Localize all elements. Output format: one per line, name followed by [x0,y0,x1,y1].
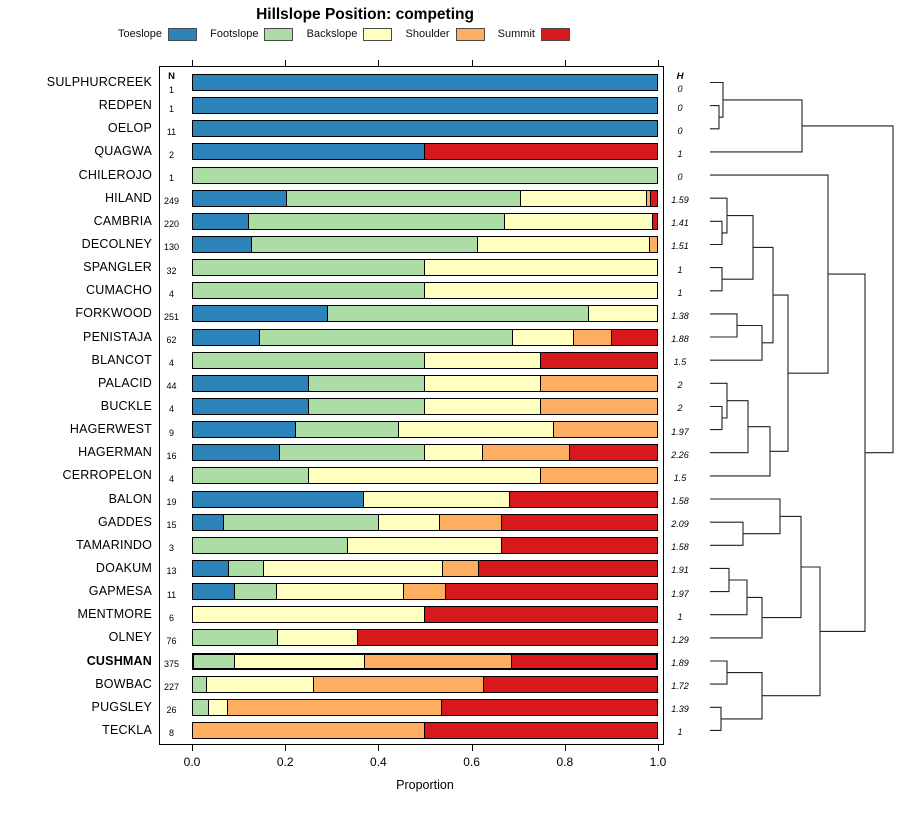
n-value: 13 [166,566,177,577]
n-value: 32 [166,265,177,276]
row-label: MENTMORE [77,607,152,622]
row-label: PALACID [98,375,152,390]
n-value: 1 [168,84,174,95]
h-value: 1 [677,287,683,298]
row-label: SULPHURCREEK [46,75,152,89]
h-value: 1 [677,148,683,159]
h-value: 2 [677,403,683,414]
row-label: PENISTAJA [83,329,152,344]
h-value: 1.72 [671,681,689,692]
x-axis-tick [378,745,379,751]
h-value: 0 [677,83,683,94]
x-axis-tick-top [658,60,659,66]
row-label: CERROPELON [62,468,152,483]
x-axis-tick-label: 0.0 [183,755,201,769]
n-value: 9 [168,427,174,438]
n-value: 19 [166,497,177,508]
h-value: 0 [677,172,683,183]
n-value: 11 [166,589,177,600]
h-value: 1.41 [671,218,689,229]
n-value: 16 [166,450,177,461]
h-value: 1.39 [671,704,689,715]
h-value: 2 [677,380,683,391]
n-value: 11 [166,126,177,137]
h-value: 1.91 [671,565,689,576]
n-value: 4 [168,404,174,415]
legend-label: Summit [497,28,535,40]
x-axis-tick-top [565,60,566,66]
h-value: 1.58 [671,542,689,553]
x-axis-tick [192,745,193,751]
row-label: GAPMESA [88,584,152,599]
x-axis-tick-label: 0.4 [370,755,387,769]
row-label: TAMARINDO [76,537,152,552]
row-label: SPANGLER [83,260,152,275]
h-value: 1.51 [671,241,689,252]
row-label: HAGERMAN [78,445,152,460]
n-value: 44 [166,381,177,392]
row-label: BOWBAC [95,676,152,691]
row-label: PUGSLEY [91,699,152,714]
n-value: 6 [168,612,174,623]
x-axis-tick-top [472,60,473,66]
h-value: 1.97 [671,426,689,437]
legend-label: Backslope [306,28,358,40]
row-label: DECOLNEY [81,236,152,251]
x-axis-tick-label: 1.0 [649,755,667,769]
h-value: 0 [677,125,683,136]
h-value: 1 [677,611,683,622]
legend-label: Footslope [210,28,259,40]
n-value: 4 [168,288,174,299]
row-label: BALON [108,491,152,506]
row-label: FORKWOOD [75,306,152,321]
h-value: 1.29 [671,634,689,645]
row-label: OLNEY [108,630,152,645]
x-axis-title: Proportion [396,778,454,792]
x-axis-tick-top [285,60,286,66]
n-value: 4 [168,473,174,484]
row-label: GADDES [98,514,152,529]
row-label: TECKLA [102,722,152,737]
x-axis-tick [285,745,286,751]
h-value: 1.59 [671,195,689,206]
n-value: 62 [166,335,177,346]
n-column-header: N [168,71,175,82]
n-value: 220 [163,219,180,230]
x-axis-tick-label: 0.2 [276,755,294,769]
n-value: 227 [163,682,180,693]
h-column-header: H [676,71,684,82]
n-value: 2 [168,149,174,160]
row-label: QUAGWA [94,144,152,159]
chart-title: Hillslope Position: competing [256,6,474,23]
h-value: 1.58 [671,496,689,507]
h-value: 1.97 [671,588,689,599]
n-value: 15 [166,520,177,531]
row-label: BLANCOT [91,352,152,367]
x-axis-tick [565,745,566,751]
n-value: 4 [168,358,174,369]
row-label: CHILEROJO [78,167,152,182]
legend-label: Toeslope [118,28,163,40]
row-label: CUMACHO [86,283,152,298]
h-value: 1.88 [671,334,689,345]
n-value: 8 [168,728,174,739]
h-value: 1 [677,264,683,275]
row-label: DOAKUM [95,560,152,575]
row-label: HAGERWEST [69,422,152,437]
n-value: 249 [163,196,180,207]
row-label: CAMBRIA [93,213,152,228]
row-label: CUSHMAN [86,653,152,668]
n-value: 375 [163,659,180,669]
n-value: 1 [168,173,174,184]
h-value: 1 [677,727,683,738]
legend-label: Shoulder [405,28,450,40]
n-value: 76 [166,635,177,646]
n-value: 1 [168,103,174,114]
h-value: 1.5 [673,357,687,368]
h-value: 0 [677,102,683,113]
h-value: 1.5 [673,472,687,483]
row-label: OELOP [107,121,152,136]
x-axis-tick [658,745,659,751]
row-label: BUCKLE [100,398,152,413]
x-axis-tick-label: 0.6 [463,755,480,769]
h-value: 2.26 [671,449,689,460]
n-value: 3 [168,543,174,554]
x-axis-tick-top [192,60,193,66]
row-label: REDPEN [98,98,152,113]
n-value: 130 [163,242,180,253]
h-value: 1.89 [671,658,689,668]
h-value: 2.09 [671,519,689,530]
h-value: 1.38 [671,310,689,321]
x-axis-tick-top [378,60,379,66]
n-value: 26 [166,705,177,716]
x-axis-tick-label: 0.8 [556,755,574,769]
n-value: 251 [163,311,180,322]
x-axis-tick [472,745,473,751]
row-label: HILAND [104,190,152,205]
